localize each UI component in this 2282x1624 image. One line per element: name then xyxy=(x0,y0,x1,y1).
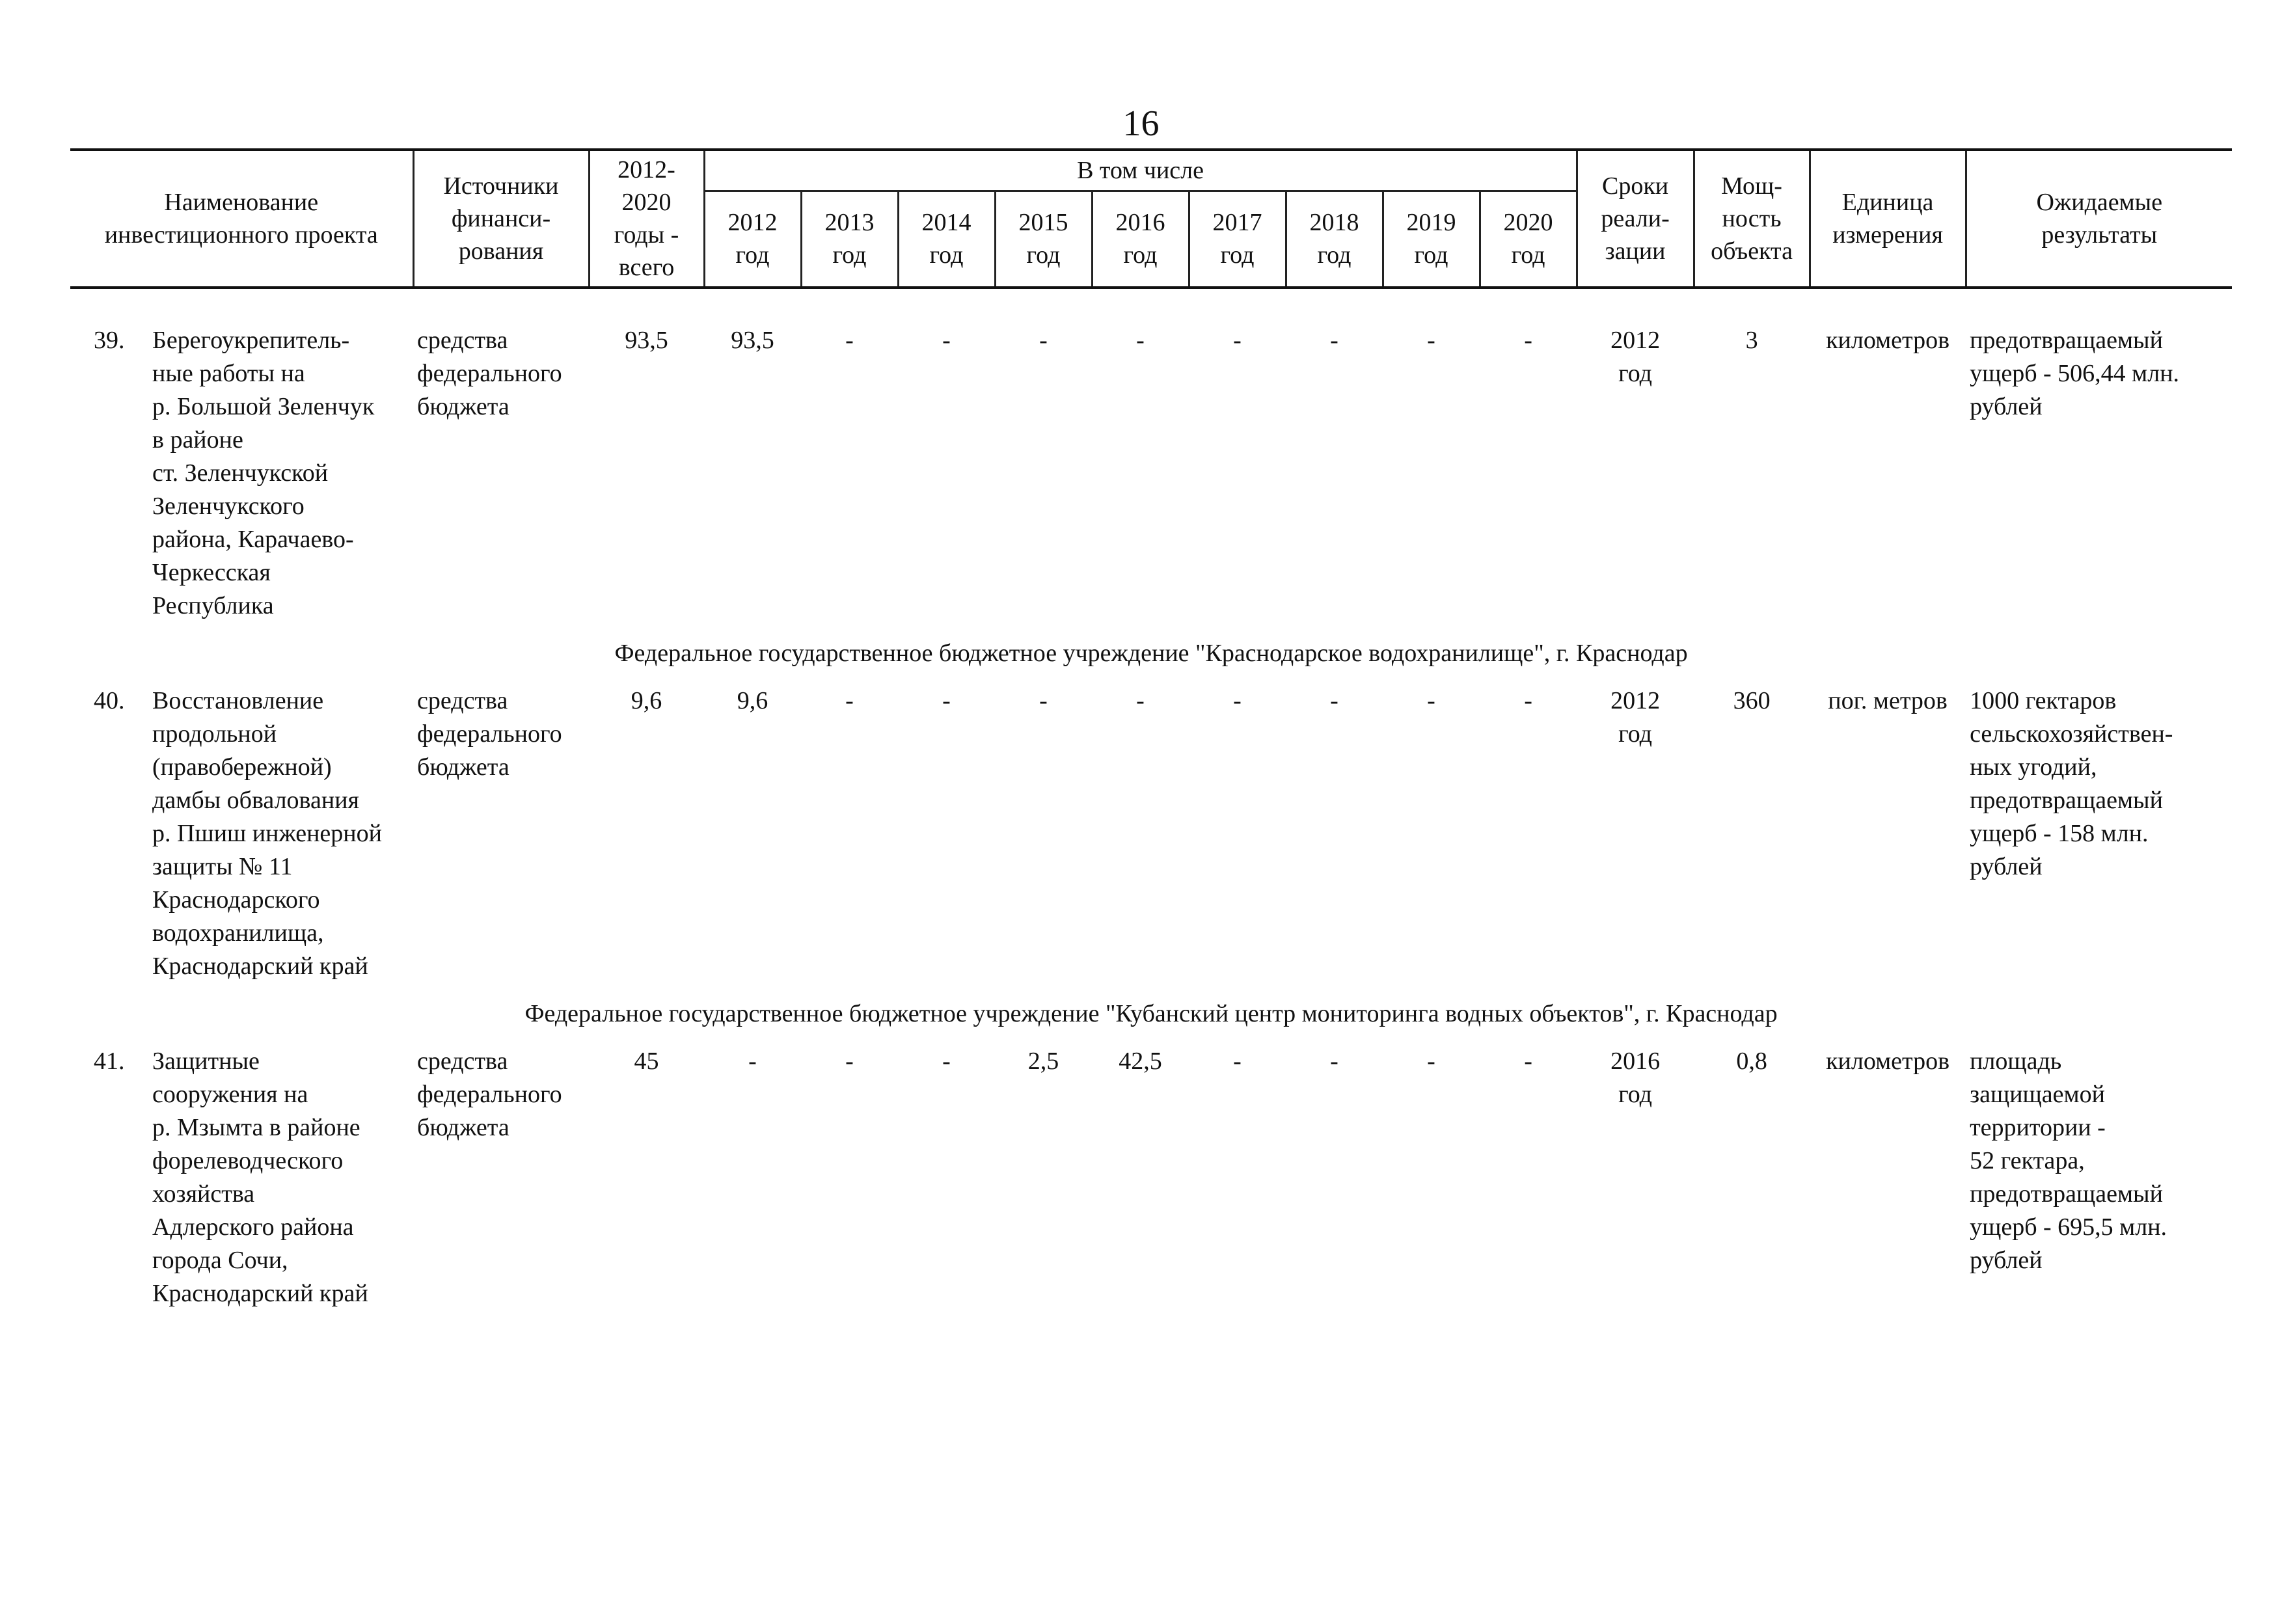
year-value: - xyxy=(1427,327,1435,354)
header-year: 2017 год xyxy=(1189,191,1286,288)
project-name: Восстановление продольной (правобережной) дамбы обвалования р. Пшиш инженерной защиты № 11 Краснодарского водохранилища, Краснодарский край xyxy=(152,687,382,980)
header-name: Наименование инвестиционного проекта xyxy=(70,150,413,288)
year-value: - xyxy=(1233,327,1242,354)
year-value: 9,6 xyxy=(737,687,768,714)
funding-source: средства федерального бюджета xyxy=(417,327,562,420)
total-value: 9,6 xyxy=(631,687,662,714)
year-value: - xyxy=(1524,327,1532,354)
header-year: 2016 год xyxy=(1092,191,1189,288)
year-value: 93,5 xyxy=(731,327,774,354)
header-year: 2019 год xyxy=(1383,191,1480,288)
implementation-term: 2016 год xyxy=(1610,1048,1661,1108)
year-value: - xyxy=(1330,1048,1338,1075)
header-sources: Источники финанси- рования xyxy=(413,150,589,288)
capacity-value: 3 xyxy=(1745,327,1758,354)
capacity-value: 360 xyxy=(1733,687,1771,714)
row-index: 40. xyxy=(94,687,125,714)
header-year: 2012 год xyxy=(704,191,801,288)
capacity-value: 0,8 xyxy=(1736,1048,1767,1075)
year-value: - xyxy=(1233,1048,1242,1075)
project-name: Берегоукрепитель- ные работы на р. Большой Зеленчук в районе ст. Зеленчукской Зеленчукского района, Карачаево- Черкесская Республика xyxy=(152,327,375,619)
table-row xyxy=(70,324,2232,623)
unit-value: километров xyxy=(1826,327,1950,354)
year-value: - xyxy=(1427,1048,1435,1075)
project-name-cell xyxy=(70,684,413,983)
header-year: 2013 год xyxy=(801,191,898,288)
year-value: - xyxy=(845,1048,854,1075)
year-value: - xyxy=(1233,687,1242,714)
year-value: - xyxy=(942,687,951,714)
table-body xyxy=(70,288,2232,1310)
year-value: - xyxy=(748,1048,757,1075)
header-including: В том числе xyxy=(704,150,1577,191)
year-value: - xyxy=(845,327,854,354)
expected-result: предотвращаемый ущерб - 506,44 млн. рублей xyxy=(1970,327,2180,420)
header-total: 2012- 2020 годы - всего xyxy=(589,150,704,288)
organization-row xyxy=(70,623,2232,684)
page-number: 16 xyxy=(1122,103,1160,144)
year-value: - xyxy=(1330,687,1338,714)
year-value: - xyxy=(1524,1048,1532,1075)
year-value: - xyxy=(1039,687,1048,714)
unit-value: километров xyxy=(1826,1048,1950,1075)
row-index: 39. xyxy=(94,327,125,354)
header-unit: Единица измерения xyxy=(1810,150,1966,288)
header-year: 2020 год xyxy=(1480,191,1577,288)
header-capacity: Мощ- ность объекта xyxy=(1694,150,1810,288)
year-value: - xyxy=(1136,327,1145,354)
row-index: 41. xyxy=(94,1048,125,1075)
project-name-cell xyxy=(70,1045,413,1310)
funding-source: средства федерального бюджета xyxy=(417,1048,562,1141)
total-value: 45 xyxy=(634,1048,659,1075)
year-value: - xyxy=(1330,327,1338,354)
year-value: - xyxy=(845,687,854,714)
table-row xyxy=(70,1045,2232,1310)
year-value: - xyxy=(1136,687,1145,714)
organization-title: Федеральное государственное бюджетное учреждение "Краснодарское водохранилище", г. Краснодар xyxy=(614,640,1688,667)
year-value: - xyxy=(942,1048,951,1075)
header-terms: Сроки реали- зации xyxy=(1577,150,1694,288)
year-value: 2,5 xyxy=(1027,1048,1059,1075)
year-value: - xyxy=(1039,327,1048,354)
project-name-cell xyxy=(70,324,413,623)
total-value: 93,5 xyxy=(625,327,668,354)
year-value: - xyxy=(942,327,951,354)
table-header xyxy=(70,150,2232,288)
implementation-term: 2012 год xyxy=(1610,327,1661,387)
expected-result: 1000 гектаров сельскохозяйствен- ных угодий, предотвращаемый ущерб - 158 млн. рублей xyxy=(1970,687,2173,880)
investment-projects-table-wrapper xyxy=(70,148,2232,1310)
organization-title: Федеральное государственное бюджетное учреждение "Кубанский центр мониторинга водных объектов", г. Краснодар xyxy=(524,1000,1778,1027)
investment-projects-table xyxy=(70,148,2232,1310)
organization-row xyxy=(70,983,2232,1045)
expected-result: площадь защищаемой территории - 52 гектара, предотвращаемый ущерб - 695,5 млн. рублей xyxy=(1970,1048,2167,1274)
year-value: - xyxy=(1427,687,1435,714)
header-year: 2014 год xyxy=(898,191,995,288)
implementation-term: 2012 год xyxy=(1610,687,1661,748)
header-year: 2018 год xyxy=(1286,191,1383,288)
year-value: - xyxy=(1524,687,1532,714)
project-name: Защитные сооружения на р. Мзымта в районе форелеводческого хозяйства Адлерского района города Сочи, Краснодарский край xyxy=(152,1048,368,1307)
year-value: 42,5 xyxy=(1119,1048,1162,1075)
header-results: Ожидаемые результаты xyxy=(1966,150,2232,288)
funding-source: средства федерального бюджета xyxy=(417,687,562,781)
table-row xyxy=(70,684,2232,983)
unit-value: пог. метров xyxy=(1828,687,1948,714)
header-year: 2015 год xyxy=(995,191,1092,288)
